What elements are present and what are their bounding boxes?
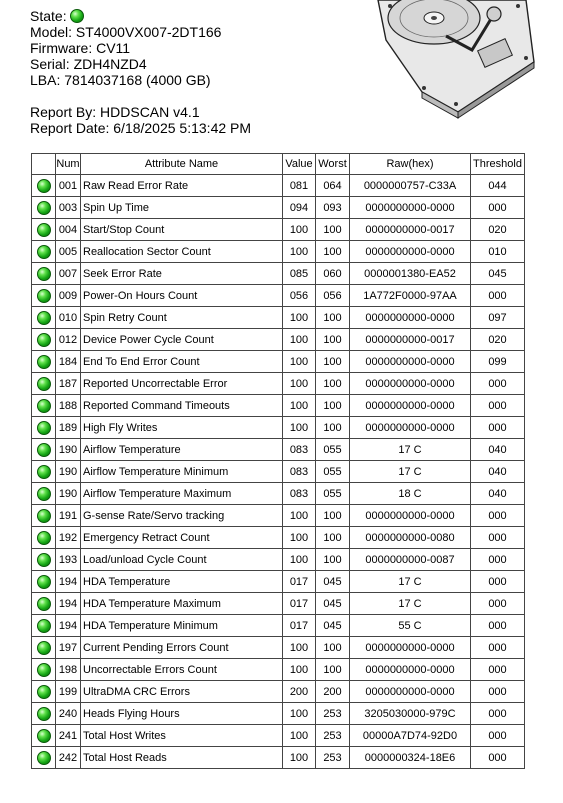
status-ok-icon	[37, 487, 51, 501]
status-column-header	[32, 154, 56, 175]
worst-cell: 093	[316, 197, 350, 219]
value-cell: 056	[283, 285, 316, 307]
num-cell: 194	[56, 615, 81, 637]
attribute-name-cell: End To End Error Count	[81, 351, 283, 373]
status-ok-icon	[37, 267, 51, 281]
lba-text: LBA: 7814037168 (4000 GB)	[30, 72, 211, 88]
threshold-cell: 000	[471, 527, 525, 549]
worst-cell: 100	[316, 307, 350, 329]
value-cell: 100	[283, 505, 316, 527]
threshold-cell: 010	[471, 241, 525, 263]
num-cell: 189	[56, 417, 81, 439]
table-row	[32, 285, 525, 307]
attribute-name-cell: Reallocation Sector Count	[81, 241, 283, 263]
num-cell: 004	[56, 219, 81, 241]
attribute-name-cell: Airflow Temperature Maximum	[81, 483, 283, 505]
worst-cell: 100	[316, 351, 350, 373]
status-ok-icon	[37, 619, 51, 633]
status-cell	[32, 175, 56, 197]
status-cell	[32, 505, 56, 527]
status-cell	[32, 637, 56, 659]
num-cell: 007	[56, 263, 81, 285]
threshold-cell: 000	[471, 659, 525, 681]
raw-column-header: Raw(hex)	[350, 154, 471, 175]
raw-cell: 0000000000-0000	[350, 505, 471, 527]
table-row	[32, 461, 525, 483]
worst-cell: 055	[316, 439, 350, 461]
report-by-text: Report By: HDDSCAN v4.1	[30, 104, 200, 120]
attribute-name-cell: Uncorrectable Errors Count	[81, 659, 283, 681]
attribute-name-cell: Load/unload Cycle Count	[81, 549, 283, 571]
status-ok-icon	[37, 179, 51, 193]
attribute-name-cell: G-sense Rate/Servo tracking	[81, 505, 283, 527]
raw-cell: 0000000000-0000	[350, 659, 471, 681]
attribute-name-cell: Spin Up Time	[81, 197, 283, 219]
value-cell: 085	[283, 263, 316, 285]
num-cell: 012	[56, 329, 81, 351]
threshold-cell: 000	[471, 615, 525, 637]
value-cell: 100	[283, 725, 316, 747]
value-cell: 094	[283, 197, 316, 219]
attribute-name-cell: Raw Read Error Rate	[81, 175, 283, 197]
worst-cell: 064	[316, 175, 350, 197]
status-ok-icon	[37, 597, 51, 611]
num-cell: 198	[56, 659, 81, 681]
status-cell	[32, 439, 56, 461]
worst-cell: 045	[316, 593, 350, 615]
num-cell: 001	[56, 175, 81, 197]
status-ok-icon	[37, 685, 51, 699]
table-row	[32, 373, 525, 395]
raw-cell: 0000000000-0000	[350, 351, 471, 373]
table-row	[32, 417, 525, 439]
threshold-cell: 044	[471, 175, 525, 197]
table-row	[32, 307, 525, 329]
value-cell: 083	[283, 439, 316, 461]
raw-cell: 0000000000-0000	[350, 241, 471, 263]
raw-cell: 3205030000-979C	[350, 703, 471, 725]
table-row	[32, 747, 525, 769]
status-cell	[32, 681, 56, 703]
status-cell	[32, 395, 56, 417]
value-column-header: Value	[283, 154, 316, 175]
value-cell: 100	[283, 307, 316, 329]
status-cell	[32, 263, 56, 285]
value-cell: 100	[283, 527, 316, 549]
attribute-name-cell: Airflow Temperature Minimum	[81, 461, 283, 483]
worst-cell: 100	[316, 219, 350, 241]
model-text: Model: ST4000VX007-2DT166	[30, 24, 222, 40]
worst-cell: 100	[316, 395, 350, 417]
status-ok-icon	[37, 223, 51, 237]
num-cell: 187	[56, 373, 81, 395]
raw-cell: 17 C	[350, 571, 471, 593]
threshold-column-header: Threshold	[471, 154, 525, 175]
value-cell: 100	[283, 351, 316, 373]
value-cell: 083	[283, 483, 316, 505]
threshold-cell: 040	[471, 439, 525, 461]
value-cell: 200	[283, 681, 316, 703]
num-cell: 191	[56, 505, 81, 527]
worst-cell: 055	[316, 461, 350, 483]
status-cell	[32, 351, 56, 373]
state-row	[30, 8, 251, 24]
worst-cell: 100	[316, 637, 350, 659]
status-cell	[32, 703, 56, 725]
num-cell: 010	[56, 307, 81, 329]
raw-cell: 0000000000-0000	[350, 417, 471, 439]
status-ok-icon	[37, 553, 51, 567]
value-cell: 017	[283, 593, 316, 615]
value-cell: 100	[283, 659, 316, 681]
num-cell: 184	[56, 351, 81, 373]
state-label: State:	[30, 8, 67, 24]
status-ok-icon	[37, 465, 51, 479]
worst-column-header: Worst	[316, 154, 350, 175]
raw-cell: 0000000000-0080	[350, 527, 471, 549]
attribute-name-cell: Device Power Cycle Count	[81, 329, 283, 351]
status-ok-icon	[37, 201, 51, 215]
raw-cell: 0000000757-C33A	[350, 175, 471, 197]
threshold-cell: 045	[471, 263, 525, 285]
table-row	[32, 483, 525, 505]
threshold-cell: 099	[471, 351, 525, 373]
num-cell: 192	[56, 527, 81, 549]
value-cell: 100	[283, 395, 316, 417]
table-row	[32, 175, 525, 197]
table-header-row	[32, 154, 525, 175]
value-cell: 083	[283, 461, 316, 483]
value-cell: 100	[283, 241, 316, 263]
attribute-name-cell: Power-On Hours Count	[81, 285, 283, 307]
worst-cell: 056	[316, 285, 350, 307]
raw-cell: 17 C	[350, 593, 471, 615]
table-row	[32, 681, 525, 703]
firmware-text: Firmware: CV11	[30, 40, 131, 56]
table-row	[32, 659, 525, 681]
status-cell	[32, 549, 56, 571]
status-ok-icon	[37, 751, 51, 765]
table-row	[32, 615, 525, 637]
num-cell: 242	[56, 747, 81, 769]
worst-cell: 100	[316, 417, 350, 439]
worst-cell: 253	[316, 703, 350, 725]
status-ok-icon	[37, 531, 51, 545]
serial-text: Serial: ZDH4NZD4	[30, 56, 147, 72]
status-ok-icon	[37, 575, 51, 589]
value-cell: 100	[283, 329, 316, 351]
value-cell: 017	[283, 615, 316, 637]
threshold-cell: 000	[471, 285, 525, 307]
threshold-cell: 000	[471, 637, 525, 659]
status-cell	[32, 241, 56, 263]
value-cell: 100	[283, 549, 316, 571]
status-cell	[32, 219, 56, 241]
table-row	[32, 439, 525, 461]
attribute-name-cell: Airflow Temperature	[81, 439, 283, 461]
worst-cell: 055	[316, 483, 350, 505]
status-cell	[32, 527, 56, 549]
num-cell: 188	[56, 395, 81, 417]
value-cell: 100	[283, 373, 316, 395]
raw-cell: 00000A7D74-92D0	[350, 725, 471, 747]
threshold-cell: 000	[471, 703, 525, 725]
num-cell: 197	[56, 637, 81, 659]
raw-cell: 17 C	[350, 461, 471, 483]
num-cell: 193	[56, 549, 81, 571]
table-row	[32, 725, 525, 747]
status-cell	[32, 725, 56, 747]
table-row	[32, 571, 525, 593]
threshold-cell: 040	[471, 483, 525, 505]
status-ok-icon	[37, 333, 51, 347]
table-row	[32, 329, 525, 351]
attribute-name-cell: Start/Stop Count	[81, 219, 283, 241]
value-cell: 100	[283, 637, 316, 659]
status-cell	[32, 659, 56, 681]
status-ok-icon	[37, 663, 51, 677]
status-ok-icon	[37, 729, 51, 743]
report-date-text: Report Date: 6/18/2025 5:13:42 PM	[30, 120, 252, 136]
num-cell: 003	[56, 197, 81, 219]
attribute-name-cell: Total Host Reads	[81, 747, 283, 769]
raw-cell: 0000001380-EA52	[350, 263, 471, 285]
num-cell: 199	[56, 681, 81, 703]
status-ok-icon	[37, 399, 51, 413]
raw-cell: 0000000000-0000	[350, 681, 471, 703]
worst-cell: 100	[316, 505, 350, 527]
status-ok-icon	[37, 509, 51, 523]
threshold-cell: 000	[471, 373, 525, 395]
status-cell	[32, 747, 56, 769]
threshold-cell: 000	[471, 417, 525, 439]
num-cell: 241	[56, 725, 81, 747]
threshold-cell: 000	[471, 593, 525, 615]
attribute-name-cell: Reported Command Timeouts	[81, 395, 283, 417]
threshold-cell: 097	[471, 307, 525, 329]
threshold-cell: 000	[471, 549, 525, 571]
table-row	[32, 395, 525, 417]
threshold-cell: 040	[471, 461, 525, 483]
threshold-cell: 000	[471, 571, 525, 593]
table-row	[32, 593, 525, 615]
status-cell	[32, 483, 56, 505]
attribute-name-cell: HDA Temperature	[81, 571, 283, 593]
raw-cell: 0000000000-0000	[350, 373, 471, 395]
worst-cell: 045	[316, 615, 350, 637]
attribute-name-cell: HDA Temperature Minimum	[81, 615, 283, 637]
raw-cell: 0000000000-0000	[350, 637, 471, 659]
value-cell: 100	[283, 703, 316, 725]
table-row	[32, 637, 525, 659]
table-row	[32, 351, 525, 373]
status-cell	[32, 197, 56, 219]
num-cell: 240	[56, 703, 81, 725]
num-cell: 194	[56, 571, 81, 593]
status-cell	[32, 615, 56, 637]
status-ok-icon	[37, 311, 51, 325]
threshold-cell: 000	[471, 197, 525, 219]
status-cell	[32, 329, 56, 351]
raw-cell: 55 C	[350, 615, 471, 637]
num-cell: 009	[56, 285, 81, 307]
threshold-cell: 000	[471, 505, 525, 527]
worst-cell: 060	[316, 263, 350, 285]
raw-cell: 17 C	[350, 439, 471, 461]
status-ok-icon	[37, 289, 51, 303]
attribute-name-cell: Reported Uncorrectable Error	[81, 373, 283, 395]
worst-cell: 045	[316, 571, 350, 593]
table-row	[32, 703, 525, 725]
num-cell: 194	[56, 593, 81, 615]
raw-cell: 18 C	[350, 483, 471, 505]
status-cell	[32, 307, 56, 329]
threshold-cell: 000	[471, 395, 525, 417]
worst-cell: 100	[316, 329, 350, 351]
threshold-cell: 000	[471, 681, 525, 703]
num-cell: 190	[56, 461, 81, 483]
raw-cell: 0000000000-0000	[350, 307, 471, 329]
attribute-name-cell: UltraDMA CRC Errors	[81, 681, 283, 703]
worst-cell: 100	[316, 241, 350, 263]
raw-cell: 0000000000-0017	[350, 329, 471, 351]
status-cell	[32, 285, 56, 307]
attribute-name-cell: Spin Retry Count	[81, 307, 283, 329]
worst-cell: 100	[316, 373, 350, 395]
table-row	[32, 527, 525, 549]
table-row	[32, 219, 525, 241]
status-ok-icon	[37, 245, 51, 259]
worst-cell: 253	[316, 747, 350, 769]
table-row	[32, 505, 525, 527]
worst-cell: 100	[316, 659, 350, 681]
hard-drive-icon	[376, 0, 536, 120]
num-cell: 005	[56, 241, 81, 263]
status-ok-icon	[37, 377, 51, 391]
attribute-name-column-header: Attribute Name	[81, 154, 283, 175]
raw-cell: 0000000000-0017	[350, 219, 471, 241]
raw-cell: 0000000000-0000	[350, 197, 471, 219]
worst-cell: 253	[316, 725, 350, 747]
status-cell	[32, 593, 56, 615]
threshold-cell: 020	[471, 329, 525, 351]
worst-cell: 200	[316, 681, 350, 703]
status-cell	[32, 461, 56, 483]
worst-cell: 100	[316, 527, 350, 549]
num-cell: 190	[56, 439, 81, 461]
status-ok-icon	[37, 641, 51, 655]
status-ok-icon	[37, 421, 51, 435]
drive-info	[30, 8, 251, 136]
raw-cell: 0000000000-0000	[350, 395, 471, 417]
threshold-cell: 000	[471, 725, 525, 747]
status-ok-icon	[37, 707, 51, 721]
table-row	[32, 197, 525, 219]
table-row	[32, 549, 525, 571]
status-cell	[32, 417, 56, 439]
num-column-header: Num	[56, 154, 81, 175]
threshold-cell: 020	[471, 219, 525, 241]
attribute-name-cell: Heads Flying Hours	[81, 703, 283, 725]
attribute-name-cell: Total Host Writes	[81, 725, 283, 747]
table-row	[32, 263, 525, 285]
raw-cell: 0000000000-0087	[350, 549, 471, 571]
status-ok-icon	[37, 443, 51, 457]
value-cell: 100	[283, 219, 316, 241]
attribute-name-cell: Current Pending Errors Count	[81, 637, 283, 659]
attribute-name-cell: High Fly Writes	[81, 417, 283, 439]
value-cell: 081	[283, 175, 316, 197]
raw-cell: 0000000324-18E6	[350, 747, 471, 769]
worst-cell: 100	[316, 549, 350, 571]
attribute-name-cell: Seek Error Rate	[81, 263, 283, 285]
table-row	[32, 241, 525, 263]
value-cell: 100	[283, 417, 316, 439]
status-ok-icon	[37, 355, 51, 369]
status-cell	[32, 571, 56, 593]
smart-attributes-table	[31, 153, 525, 769]
threshold-cell: 000	[471, 747, 525, 769]
raw-cell: 1A772F0000-97AA	[350, 285, 471, 307]
value-cell: 017	[283, 571, 316, 593]
attribute-name-cell: Emergency Retract Count	[81, 527, 283, 549]
num-cell: 190	[56, 483, 81, 505]
status-ok-icon	[70, 9, 84, 23]
status-cell	[32, 373, 56, 395]
attribute-name-cell: HDA Temperature Maximum	[81, 593, 283, 615]
value-cell: 100	[283, 747, 316, 769]
